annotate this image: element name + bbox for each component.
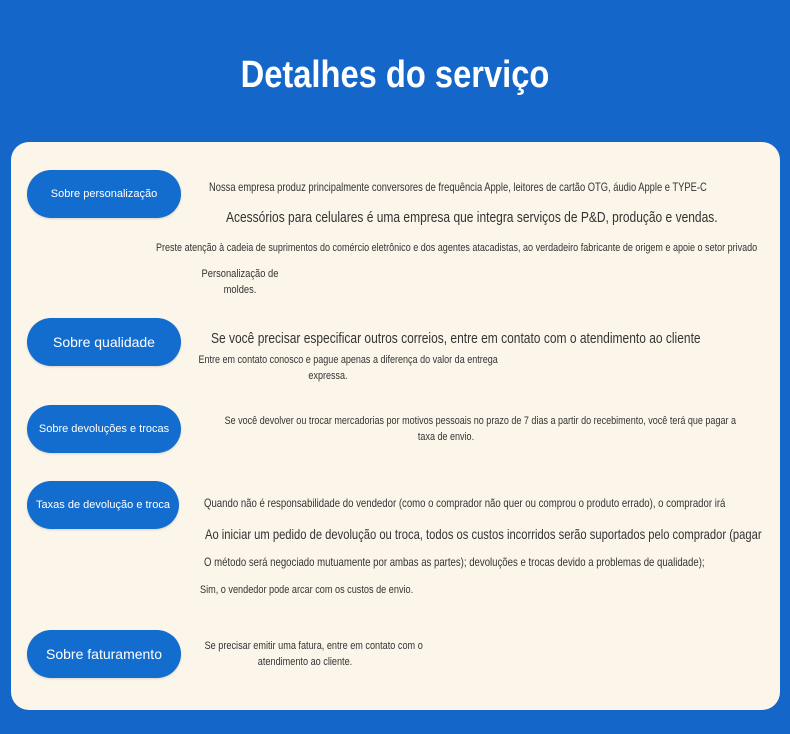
faturamento-line-1a: Se precisar emitir uma fatura, entre em contato com o	[204, 640, 423, 652]
qualidade-line-2b: expressa.	[308, 370, 348, 382]
taxas-line-4	[200, 585, 457, 596]
personalizacao-line-3	[156, 243, 790, 254]
section-label-devolucoes	[27, 405, 181, 453]
devolucoes-line-1a: Se você devolver ou trocar mercadorias por motivos pessoais no prazo de 7 dias a partir do recebimento, você terá que pagar a	[224, 415, 737, 427]
taxas-line-3	[204, 556, 790, 568]
personalizacao-line-1-text: Nossa empresa produz principalmente conversores de frequência Apple, leitores de cartão OTG, áudio Apple e TYPE-C	[209, 180, 707, 194]
section-label-taxas	[27, 481, 179, 529]
personalizacao-line-4a: Personalização de	[201, 268, 279, 280]
section-label-text: Sobre faturamento	[46, 646, 162, 662]
section-label-qualidade	[27, 318, 181, 366]
section-label-text: Taxas de devolução e troca	[36, 499, 170, 511]
page-title: Detalhes do serviço	[240, 54, 550, 96]
qualidade-line-2a: Entre em contato conosco e pague apenas a diferença do valor da entrega	[198, 354, 498, 366]
personalizacao-line-4	[190, 266, 290, 298]
section-label-faturamento	[27, 630, 181, 678]
faturamento-line-1	[184, 638, 426, 670]
devolucoes-line-1b: taxa de envio.	[417, 431, 475, 443]
taxas-line-4-text: Sim, o vendedor pode arcar com os custos de envio.	[200, 584, 414, 596]
taxas-line-1	[204, 497, 790, 509]
personalizacao-line-4b: moldes.	[223, 284, 257, 296]
qualidade-line-1-text: Se você precisar especificar outros correios, entre em contato com o atendimento ao cliente	[211, 330, 701, 347]
section-label-text: Sobre qualidade	[53, 334, 155, 350]
taxas-line-2	[205, 527, 790, 541]
qualidade-line-2	[170, 352, 498, 384]
section-label-text: Sobre devoluções e trocas	[38, 423, 170, 435]
section-label-text: Sobre personalização	[50, 188, 158, 200]
taxas-line-1-text: Quando não é responsabilidade do vendedor (como o comprador não quer ou comprou o produto errado), o comprador irá	[204, 496, 726, 510]
personalizacao-line-1	[209, 181, 790, 193]
taxas-line-2-text: Ao iniciar um pedido de devolução ou troca, todos os custos incorridos serão suportados pelo comprador (pagar	[205, 526, 762, 542]
devolucoes-line-1	[176, 413, 737, 445]
personalizacao-line-3-text: Preste atenção à cadeia de suprimentos do comércio eletrônico e dos agentes atacadistas, ao verdadeiro fabricante de origem e apoie o setor privado	[156, 242, 758, 254]
section-label-personalizacao	[27, 170, 181, 218]
personalizacao-line-2	[226, 210, 790, 225]
personalizacao-line-2-text: Acessórios para celulares é uma empresa que integra serviços de P&D, produção e vendas.	[226, 209, 718, 226]
qualidade-line-1	[211, 331, 790, 346]
faturamento-line-1b: atendimento ao cliente.	[257, 656, 353, 668]
taxas-line-3-text: O método será negociado mutuamente por ambas as partes); devoluções e trocas devido a problemas de qualidade);	[204, 555, 705, 569]
